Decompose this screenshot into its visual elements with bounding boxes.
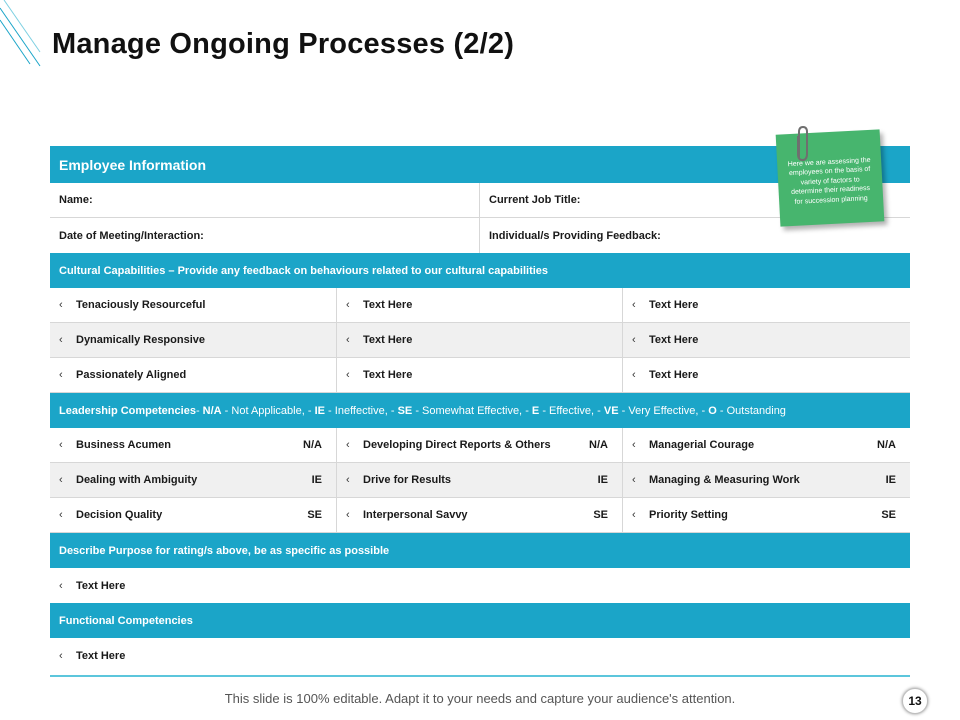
bottom-divider	[50, 675, 910, 677]
competency-label: Decision Quality	[76, 509, 163, 521]
cultural-cell[interactable]	[50, 288, 337, 322]
legend-meaning: Very Effective,	[628, 404, 699, 417]
bullet-icon: ‹	[346, 509, 350, 521]
competency-rating: SE	[881, 509, 896, 521]
bullet-icon: ‹	[59, 369, 63, 381]
bullet-icon: ‹	[59, 334, 63, 346]
purpose-header-text: Describe Purpose for rating/s above, be as specific as possible	[59, 544, 390, 557]
bullet-icon: ‹	[346, 439, 350, 451]
leadership-header	[50, 393, 910, 428]
cultural-cell[interactable]	[623, 358, 910, 392]
bullet-icon: ‹	[59, 509, 63, 521]
legend-code: IE	[314, 404, 325, 417]
footer-note: This slide is 100% editable. Adapt it to your needs and capture your audience's attention.	[224, 691, 736, 706]
purpose-text: Text Here	[76, 579, 126, 592]
leadership-row	[50, 428, 910, 463]
cultural-cell-label: Text Here	[649, 299, 699, 311]
cultural-cell[interactable]	[337, 358, 623, 392]
legend-item: - VE - Very Effective,	[597, 404, 699, 417]
competency-rating: IE	[597, 474, 608, 486]
cultural-cell-label: Text Here	[363, 299, 413, 311]
legend-meaning: Ineffective,	[334, 404, 388, 417]
cultural-cell[interactable]	[50, 323, 337, 357]
purpose-header	[50, 533, 910, 568]
cultural-cell-label: Text Here	[649, 369, 699, 381]
cultural-cell[interactable]	[623, 288, 910, 322]
legend-item: - E - Effective,	[525, 404, 595, 417]
cultural-header-text: Cultural Capabilities – Provide any feedback on behaviours related to our cultural capabilities	[59, 264, 549, 277]
competency-rating: IE	[885, 474, 896, 486]
competency-rating: N/A	[877, 439, 896, 451]
competency-cell[interactable]	[623, 463, 910, 497]
legend-meaning: Outstanding	[726, 404, 786, 417]
legend-item: - SE - Somewhat Effective,	[390, 404, 523, 417]
bullet-icon: ‹	[59, 439, 63, 451]
competency-cell[interactable]	[50, 428, 337, 462]
cultural-row	[50, 323, 910, 358]
legend-item: - O - Outstanding	[701, 404, 786, 417]
competency-label: Interpersonal Savvy	[363, 509, 468, 521]
competency-rating: SE	[593, 509, 608, 521]
cultural-header	[50, 253, 910, 288]
cultural-cell[interactable]	[623, 323, 910, 357]
functional-row	[50, 638, 910, 673]
competency-label: Managing & Measuring Work	[649, 474, 800, 486]
cultural-cell[interactable]	[337, 323, 623, 357]
meeting-date-cell[interactable]	[50, 218, 480, 253]
competency-label: Developing Direct Reports & Others	[363, 439, 551, 451]
legend-code: E	[531, 404, 540, 417]
competency-cell[interactable]	[337, 428, 623, 462]
bullet-icon: ‹	[632, 299, 636, 311]
cultural-cell[interactable]	[337, 288, 623, 322]
cultural-cell-label: Text Here	[649, 334, 699, 346]
bullet-icon: ‹	[632, 334, 636, 346]
cultural-row	[50, 358, 910, 393]
legend-code: O	[708, 404, 717, 417]
corner-decoration	[0, 0, 50, 80]
legend-code: VE	[603, 404, 619, 417]
cultural-rows	[50, 288, 910, 393]
competency-label: Business Acumen	[76, 439, 171, 451]
legend-code: SE	[397, 404, 413, 417]
bullet-icon: ‹	[632, 369, 636, 381]
page-number: 13	[902, 688, 928, 714]
bullet-icon: ‹	[59, 299, 63, 311]
competency-rating: SE	[307, 509, 322, 521]
bullet-icon: ‹	[59, 474, 63, 486]
name-label: Name:	[59, 194, 93, 206]
leadership-rows	[50, 428, 910, 533]
competency-label: Dealing with Ambiguity	[76, 474, 198, 486]
bullet-icon: ‹	[346, 334, 350, 346]
competency-label: Priority Setting	[649, 509, 728, 521]
leadership-header-title: Leadership Competencies	[59, 404, 196, 417]
bullet-icon: ‹	[59, 579, 63, 592]
purpose-row	[50, 568, 910, 603]
functional-header	[50, 603, 910, 638]
leadership-row	[50, 463, 910, 498]
competency-cell[interactable]	[623, 428, 910, 462]
name-cell[interactable]	[50, 183, 480, 217]
cultural-cell-label: Tenaciously Resourceful	[76, 299, 206, 311]
competency-label: Managerial Courage	[649, 439, 755, 451]
legend-meaning: Effective,	[549, 404, 595, 417]
legend-meaning: Somewhat Effective,	[422, 404, 523, 417]
feedback-providers-label: Individual/s Providing Feedback:	[489, 229, 661, 242]
legend-code: N/A	[202, 404, 222, 417]
cultural-cell[interactable]	[50, 358, 337, 392]
page-title: Manage Ongoing Processes (2/2)	[52, 28, 515, 60]
employee-info-header-text: Employee Information	[59, 156, 207, 173]
bullet-icon: ‹	[346, 369, 350, 381]
competency-cell[interactable]	[50, 498, 337, 532]
cultural-cell-label: Text Here	[363, 334, 413, 346]
sticky-note-text: Here we are assessing the employees on the basis of variety of factors to determine their readiness for succession planning	[787, 156, 871, 206]
competency-rating: N/A	[303, 439, 322, 451]
competency-cell[interactable]	[337, 498, 623, 532]
competency-cell[interactable]	[337, 463, 623, 497]
purpose-cell[interactable]	[50, 568, 910, 603]
paperclip-icon	[792, 124, 814, 164]
cultural-row	[50, 288, 910, 323]
bullet-icon: ‹	[632, 509, 636, 521]
bullet-icon: ‹	[632, 474, 636, 486]
functional-header-text: Functional Competencies	[59, 614, 193, 627]
legend-meaning: Not Applicable,	[231, 404, 305, 417]
competency-label: Drive for Results	[363, 474, 452, 486]
bullet-icon: ‹	[632, 439, 636, 451]
legend-item: - N/A - Not Applicable,	[195, 404, 305, 417]
cultural-cell-label: Text Here	[363, 369, 413, 381]
bullet-icon: ‹	[346, 474, 350, 486]
functional-cell[interactable]	[50, 638, 910, 673]
cultural-cell-label: Dynamically Responsive	[76, 334, 206, 346]
job-title-label: Current Job Title:	[489, 194, 581, 206]
meeting-date-label: Date of Meeting/Interaction:	[59, 229, 204, 242]
competency-rating: IE	[311, 474, 322, 486]
competency-cell[interactable]	[623, 498, 910, 532]
competency-rating: N/A	[589, 439, 608, 451]
functional-text: Text Here	[76, 649, 126, 662]
cultural-cell-label: Passionately Aligned	[76, 369, 187, 381]
leadership-row	[50, 498, 910, 533]
rating-legend	[196, 405, 786, 417]
bullet-icon: ‹	[59, 649, 63, 662]
legend-item: - IE - Ineffective,	[307, 404, 388, 417]
competency-cell[interactable]	[50, 463, 337, 497]
bullet-icon: ‹	[346, 299, 350, 311]
